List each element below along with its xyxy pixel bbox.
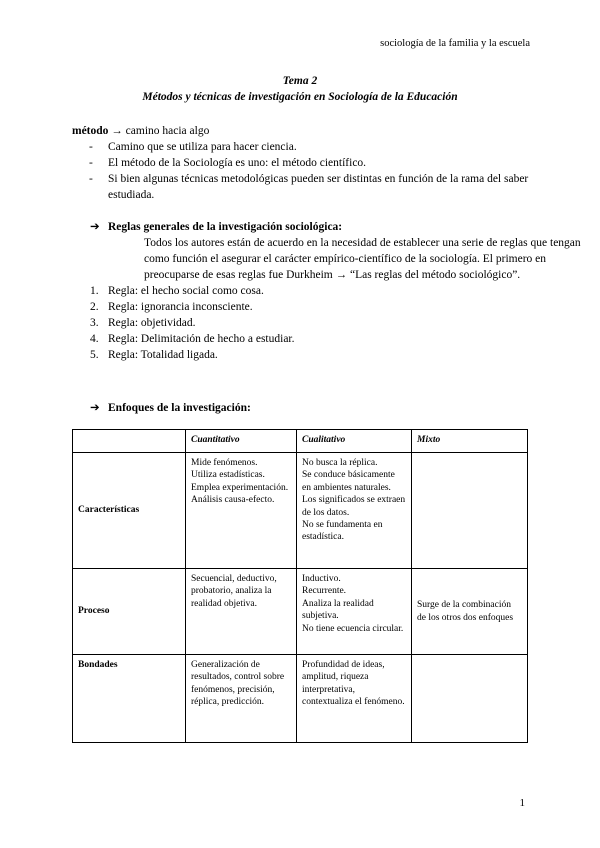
table-header-cell: Mixto — [412, 430, 528, 453]
row-label: Bondades — [73, 655, 186, 743]
row-label: Características — [73, 453, 186, 569]
table-row — [73, 453, 528, 569]
table-cell: Profundidad de ideas, amplitud, riqueza interpretativa, contextualiza el fenómeno. — [297, 655, 412, 743]
title-line-1: Tema 2 — [282, 75, 318, 87]
definition-bullets — [72, 139, 532, 203]
table-cell: Generalización de resultados, control sobre fenómenos, precisión, réplica, predicción. — [186, 655, 297, 743]
list-item: - El método de la Sociología es uno: el método científico. — [89, 157, 367, 169]
table-cell: No busca la réplica. Se conduce básicamente en ambientes naturales. Los significados se extraen de los datos. No se fundamenta en estadística. — [297, 453, 412, 569]
table-cell: Surge de la combinación de los otros dos enfoques — [412, 569, 528, 655]
page-title — [0, 73, 600, 105]
rules-list — [72, 283, 532, 363]
definition-line — [72, 123, 532, 139]
table-cell — [412, 655, 528, 743]
definition-block — [72, 123, 532, 203]
approaches-heading: ➔ Enfoques de la investigación: — [90, 402, 251, 414]
dash-icon: - — [89, 141, 93, 153]
table-row — [73, 569, 528, 655]
row-label: Proceso — [73, 569, 186, 655]
table-header-cell: Cualitativo — [297, 430, 412, 453]
table-cell: Mide fenómenos. Utiliza estadísticas. Emplea experimentación. Análisis causa-efecto. — [186, 453, 297, 569]
arrow-icon: → — [111, 125, 123, 137]
definition-text: camino hacia algo — [125, 125, 210, 137]
title-line-2: Métodos y técnicas de investigación en Sociología de la Educación — [142, 91, 458, 103]
page-number: 1 — [519, 797, 525, 809]
arrow-right-icon: ➔ — [90, 402, 100, 414]
table-header-cell — [73, 430, 186, 453]
list-item: 1. Regla: el hecho social como cosa. — [90, 285, 264, 297]
rules-paragraph: Todos los autores están de acuerdo en la necesidad de establecer una serie de reglas que tengan como función el asegurar el carácter empírico-científico de la sociología. El primero en preocuparse de esas reglas fue Durkheim → “Las reglas del método sociológico”. — [144, 237, 581, 281]
list-item: 3. Regla: objetividad. — [90, 317, 196, 329]
list-item: 2. Regla: ignorancia inconsciente. — [90, 301, 253, 313]
rules-heading: ➔ Reglas generales de la investigación sociológica: — [90, 221, 343, 233]
rules-section — [72, 219, 581, 363]
list-item: - Camino que se utiliza para hacer ciencia. — [89, 141, 297, 153]
dash-icon: - — [89, 157, 93, 169]
definition-term: método — [72, 125, 109, 137]
table-cell: Secuencial, deductivo, probatorio, analiza la realidad objetiva. — [186, 569, 297, 655]
arrow-right-icon: ➔ — [90, 221, 100, 233]
approaches-heading-block — [72, 400, 532, 416]
table-header-row — [73, 430, 528, 453]
list-item: 4. Regla: Delimitación de hecho a estudiar. — [90, 333, 295, 345]
approaches-table — [72, 429, 528, 743]
dash-icon: - — [89, 173, 93, 185]
table-row — [73, 655, 528, 743]
list-item: 5. Regla: Totalidad ligada. — [90, 349, 218, 361]
table-header-cell: Cuantitativo — [186, 430, 297, 453]
running-header: sociología de la familia y la escuela — [380, 38, 530, 49]
table-cell — [412, 453, 528, 569]
list-item: - Si bien algunas técnicas metodológicas pueden ser distintas en función de la rama del saber estudiada. — [89, 173, 529, 201]
table-cell: Inductivo. Recurrente. Analiza la realidad subjetiva. No tiene ecuencia circular. — [297, 569, 412, 655]
